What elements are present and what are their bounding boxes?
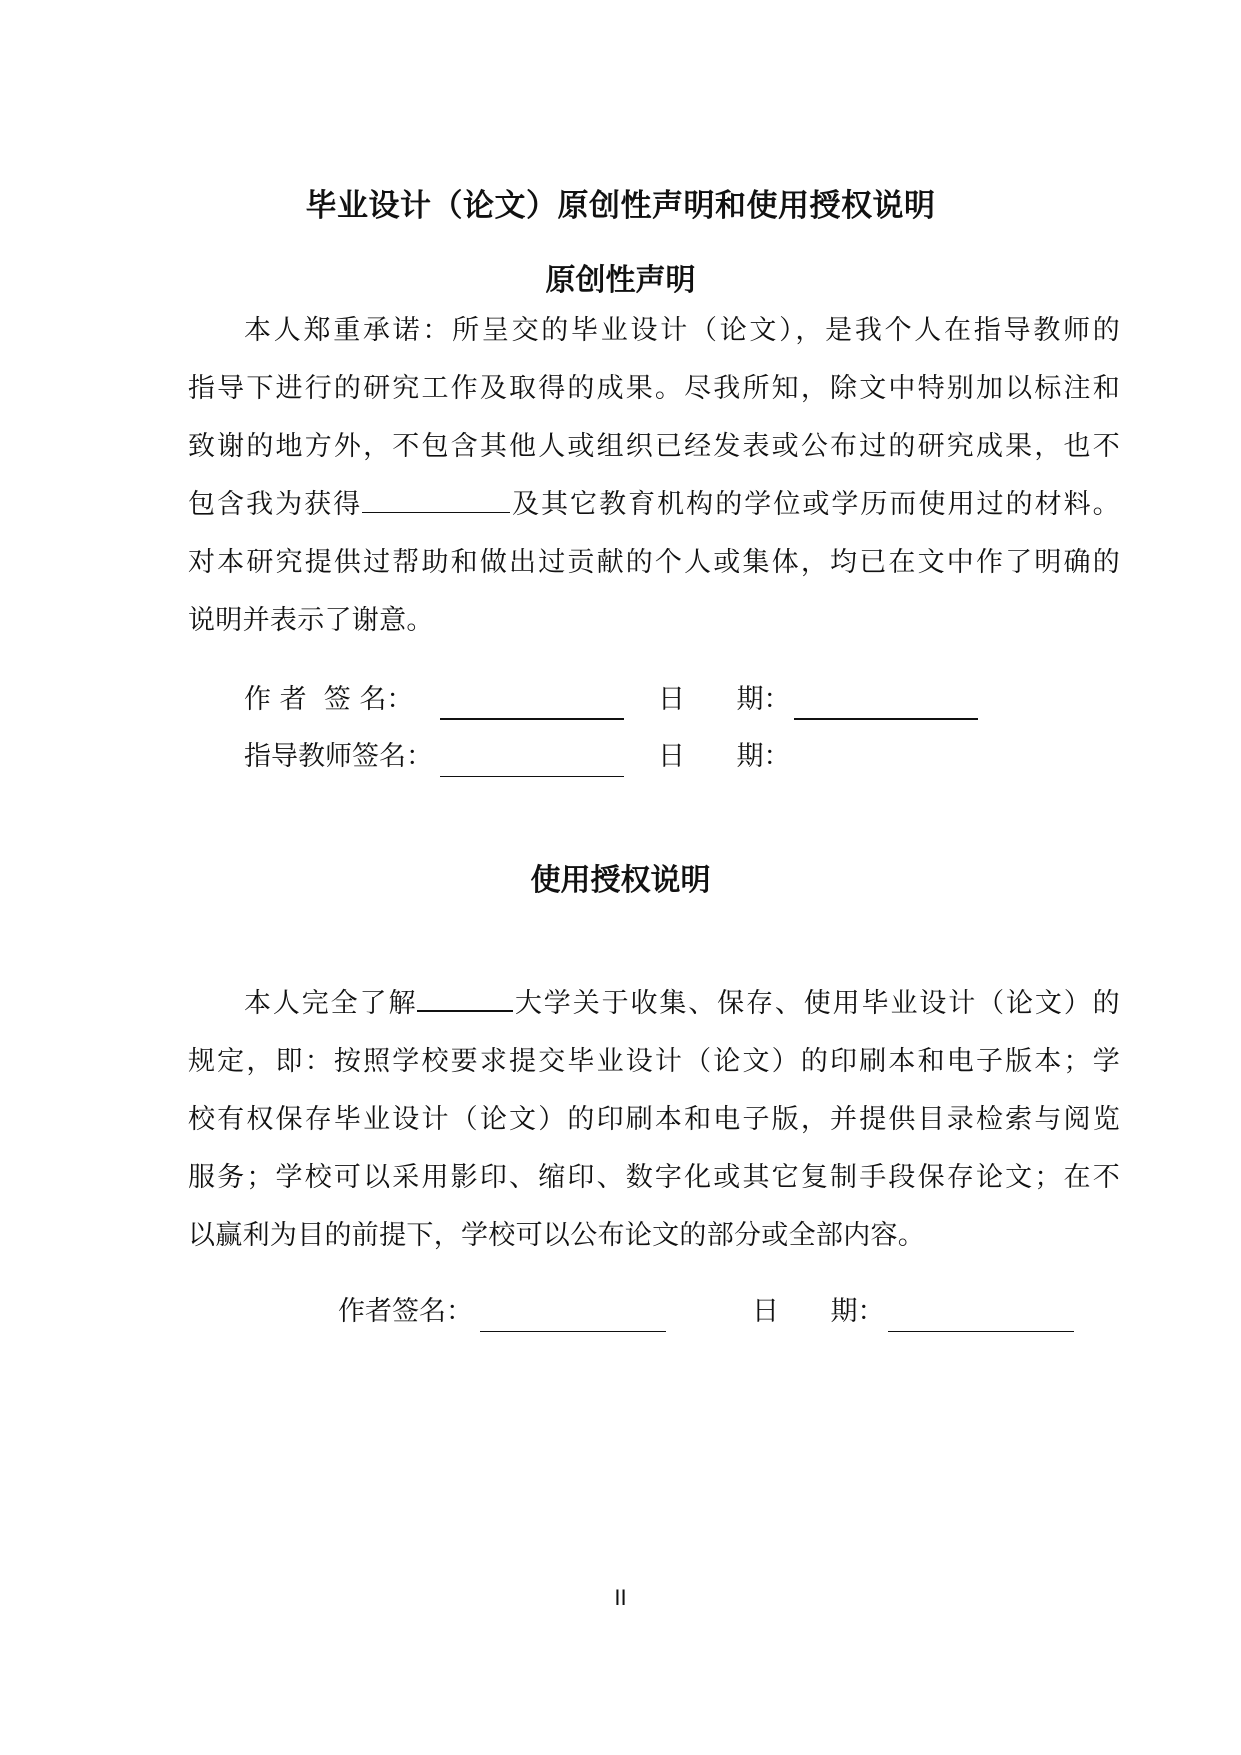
page-number: II	[614, 1585, 627, 1610]
institution-blank[interactable]	[362, 482, 510, 513]
paragraph-line: 致谢的地方外，不包含其他人或组织已经发表或公布过的研究成果，也不	[188, 431, 1120, 462]
author-signature-row	[244, 680, 978, 720]
date-label: 日 期：	[658, 741, 791, 772]
authorization-paragraph	[188, 975, 1120, 1265]
authorization-heading: 使用授权说明	[530, 863, 711, 898]
paragraph-line: 指导下进行的研究工作及取得的成果。尽我所知，除文中特别加以标注和	[188, 373, 1120, 404]
authorization-signature-row	[338, 1292, 1074, 1332]
advisor-signature-row	[244, 737, 794, 777]
date-line[interactable]	[888, 1303, 1074, 1332]
paragraph-line-with-blank	[188, 975, 1120, 1033]
author-sign-label: 作 者 签 名：	[244, 684, 414, 715]
line-text: 及其它教育机构的学位或学历而使用过的材料。	[510, 489, 1120, 520]
date-label: 日 期：	[658, 684, 791, 715]
author-signature-line[interactable]	[440, 690, 624, 720]
author-sign-label: 作者签名：	[338, 1296, 473, 1327]
paragraph-line-with-blank	[188, 476, 1120, 534]
date-line[interactable]	[794, 690, 978, 720]
line-text: 大学关于收集、保存、使用毕业设计（论文）的	[513, 988, 1120, 1019]
paragraph-line: 本人郑重承诺：所呈交的毕业设计（论文），是我个人在指导教师的	[244, 315, 1120, 346]
paragraph-line: 服务；学校可以采用影印、缩印、数字化或其它复制手段保存论文；在不	[188, 1162, 1120, 1193]
paragraph-line: 以赢利为目的前提下，学校可以公布论文的部分或全部内容。	[188, 1220, 926, 1251]
advisor-sign-label: 指导教师签名：	[244, 741, 433, 772]
line-text: 本人完全了解	[244, 988, 418, 1019]
university-blank[interactable]	[417, 980, 513, 1012]
originality-heading: 原创性声明	[545, 263, 696, 298]
originality-paragraph	[188, 302, 1120, 650]
paragraph-line: 对本研究提供过帮助和做出过贡献的个人或集体，均已在文中作了明确的	[188, 547, 1120, 578]
advisor-signature-line[interactable]	[440, 748, 624, 777]
paragraph-line: 校有权保存毕业设计（论文）的印刷本和电子版，并提供目录检索与阅览	[188, 1104, 1120, 1135]
document-title: 毕业设计（论文）原创性声明和使用授权说明	[305, 188, 936, 224]
date-label: 日 期：	[752, 1296, 885, 1327]
line-text: 包含我为获得	[188, 489, 363, 520]
author-signature-line[interactable]	[480, 1303, 666, 1332]
paragraph-line: 规定，即：按照学校要求提交毕业设计（论文）的印刷本和电子版本；学	[188, 1046, 1120, 1077]
paragraph-line: 说明并表示了谢意。	[188, 605, 434, 636]
